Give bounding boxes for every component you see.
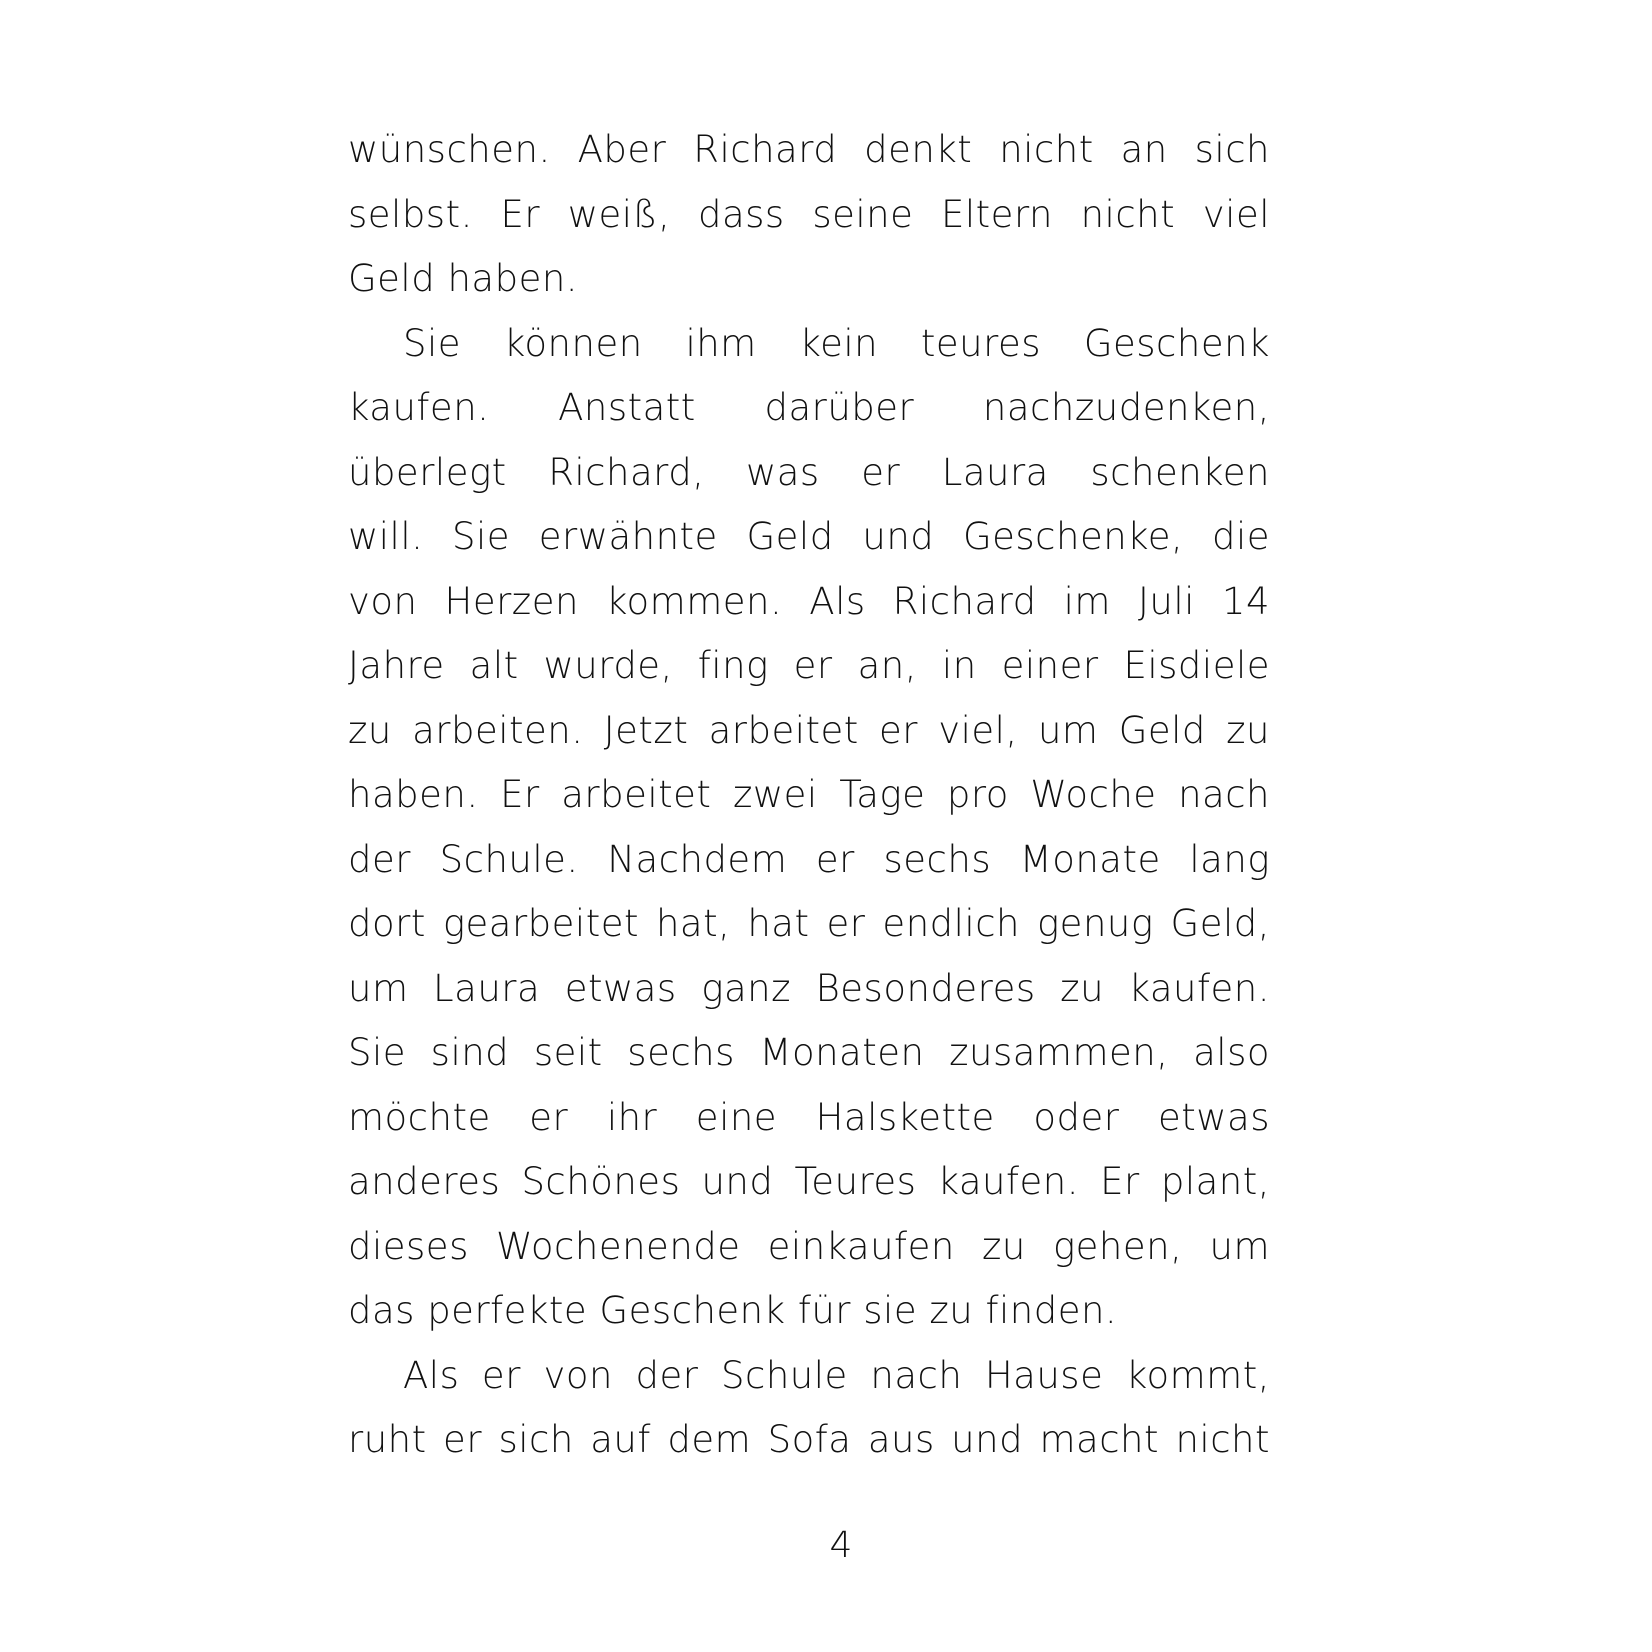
text-line: wünschen. Aber Richard denkt nicht an sich (348, 128, 1270, 171)
text-line: zu arbeiten. Jetzt arbeitet er viel, um Geld zu (348, 708, 1270, 752)
text-line: überlegt Richard, was er Laura schenken (348, 450, 1270, 494)
text-line: haben. Er arbeitet zwei Tage pro Woche nach (348, 773, 1270, 816)
text-line: Jahre alt wurde, fing er an, in einer Eisdiele (348, 644, 1270, 687)
text-line: um Laura etwas ganz Besonderes zu kaufen. (348, 966, 1270, 1010)
body-text (348, 118, 1270, 1473)
text-line: dort gearbeitet hat, hat er endlich genug Geld, (348, 902, 1270, 945)
text-line: Als er von der Schule nach Hause kommt, (403, 1353, 1270, 1397)
text-line: kaufen. Anstatt darüber nachzudenken, (348, 386, 1270, 429)
text-line: das perfekte Geschenk für sie zu finden. (348, 1289, 1118, 1332)
text-line: Sie können ihm kein teures Geschenk (403, 321, 1270, 365)
text-line: Geld haben. (348, 257, 579, 300)
text-line: Sie sind seit sechs Monaten zusammen, also (348, 1031, 1270, 1074)
text-line: ruht er sich auf dem Sofa aus und macht nicht (348, 1418, 1270, 1461)
text-line: möchte er ihr eine Halskette oder etwas (348, 1095, 1270, 1139)
text-line: der Schule. Nachdem er sechs Monate lang (348, 837, 1270, 881)
text-line: dieses Wochenende einkaufen zu gehen, um (348, 1224, 1270, 1268)
text-line: selbst. Er weiß, dass seine Eltern nicht viel (348, 192, 1270, 236)
text-line: von Herzen kommen. Als Richard im Juli 14 (348, 579, 1270, 623)
text-line: anderes Schönes und Teures kaufen. Er plant, (348, 1160, 1270, 1203)
page-number: 4 (829, 1525, 853, 1566)
text-line: will. Sie erwähnte Geld und Geschenke, die (348, 515, 1270, 558)
